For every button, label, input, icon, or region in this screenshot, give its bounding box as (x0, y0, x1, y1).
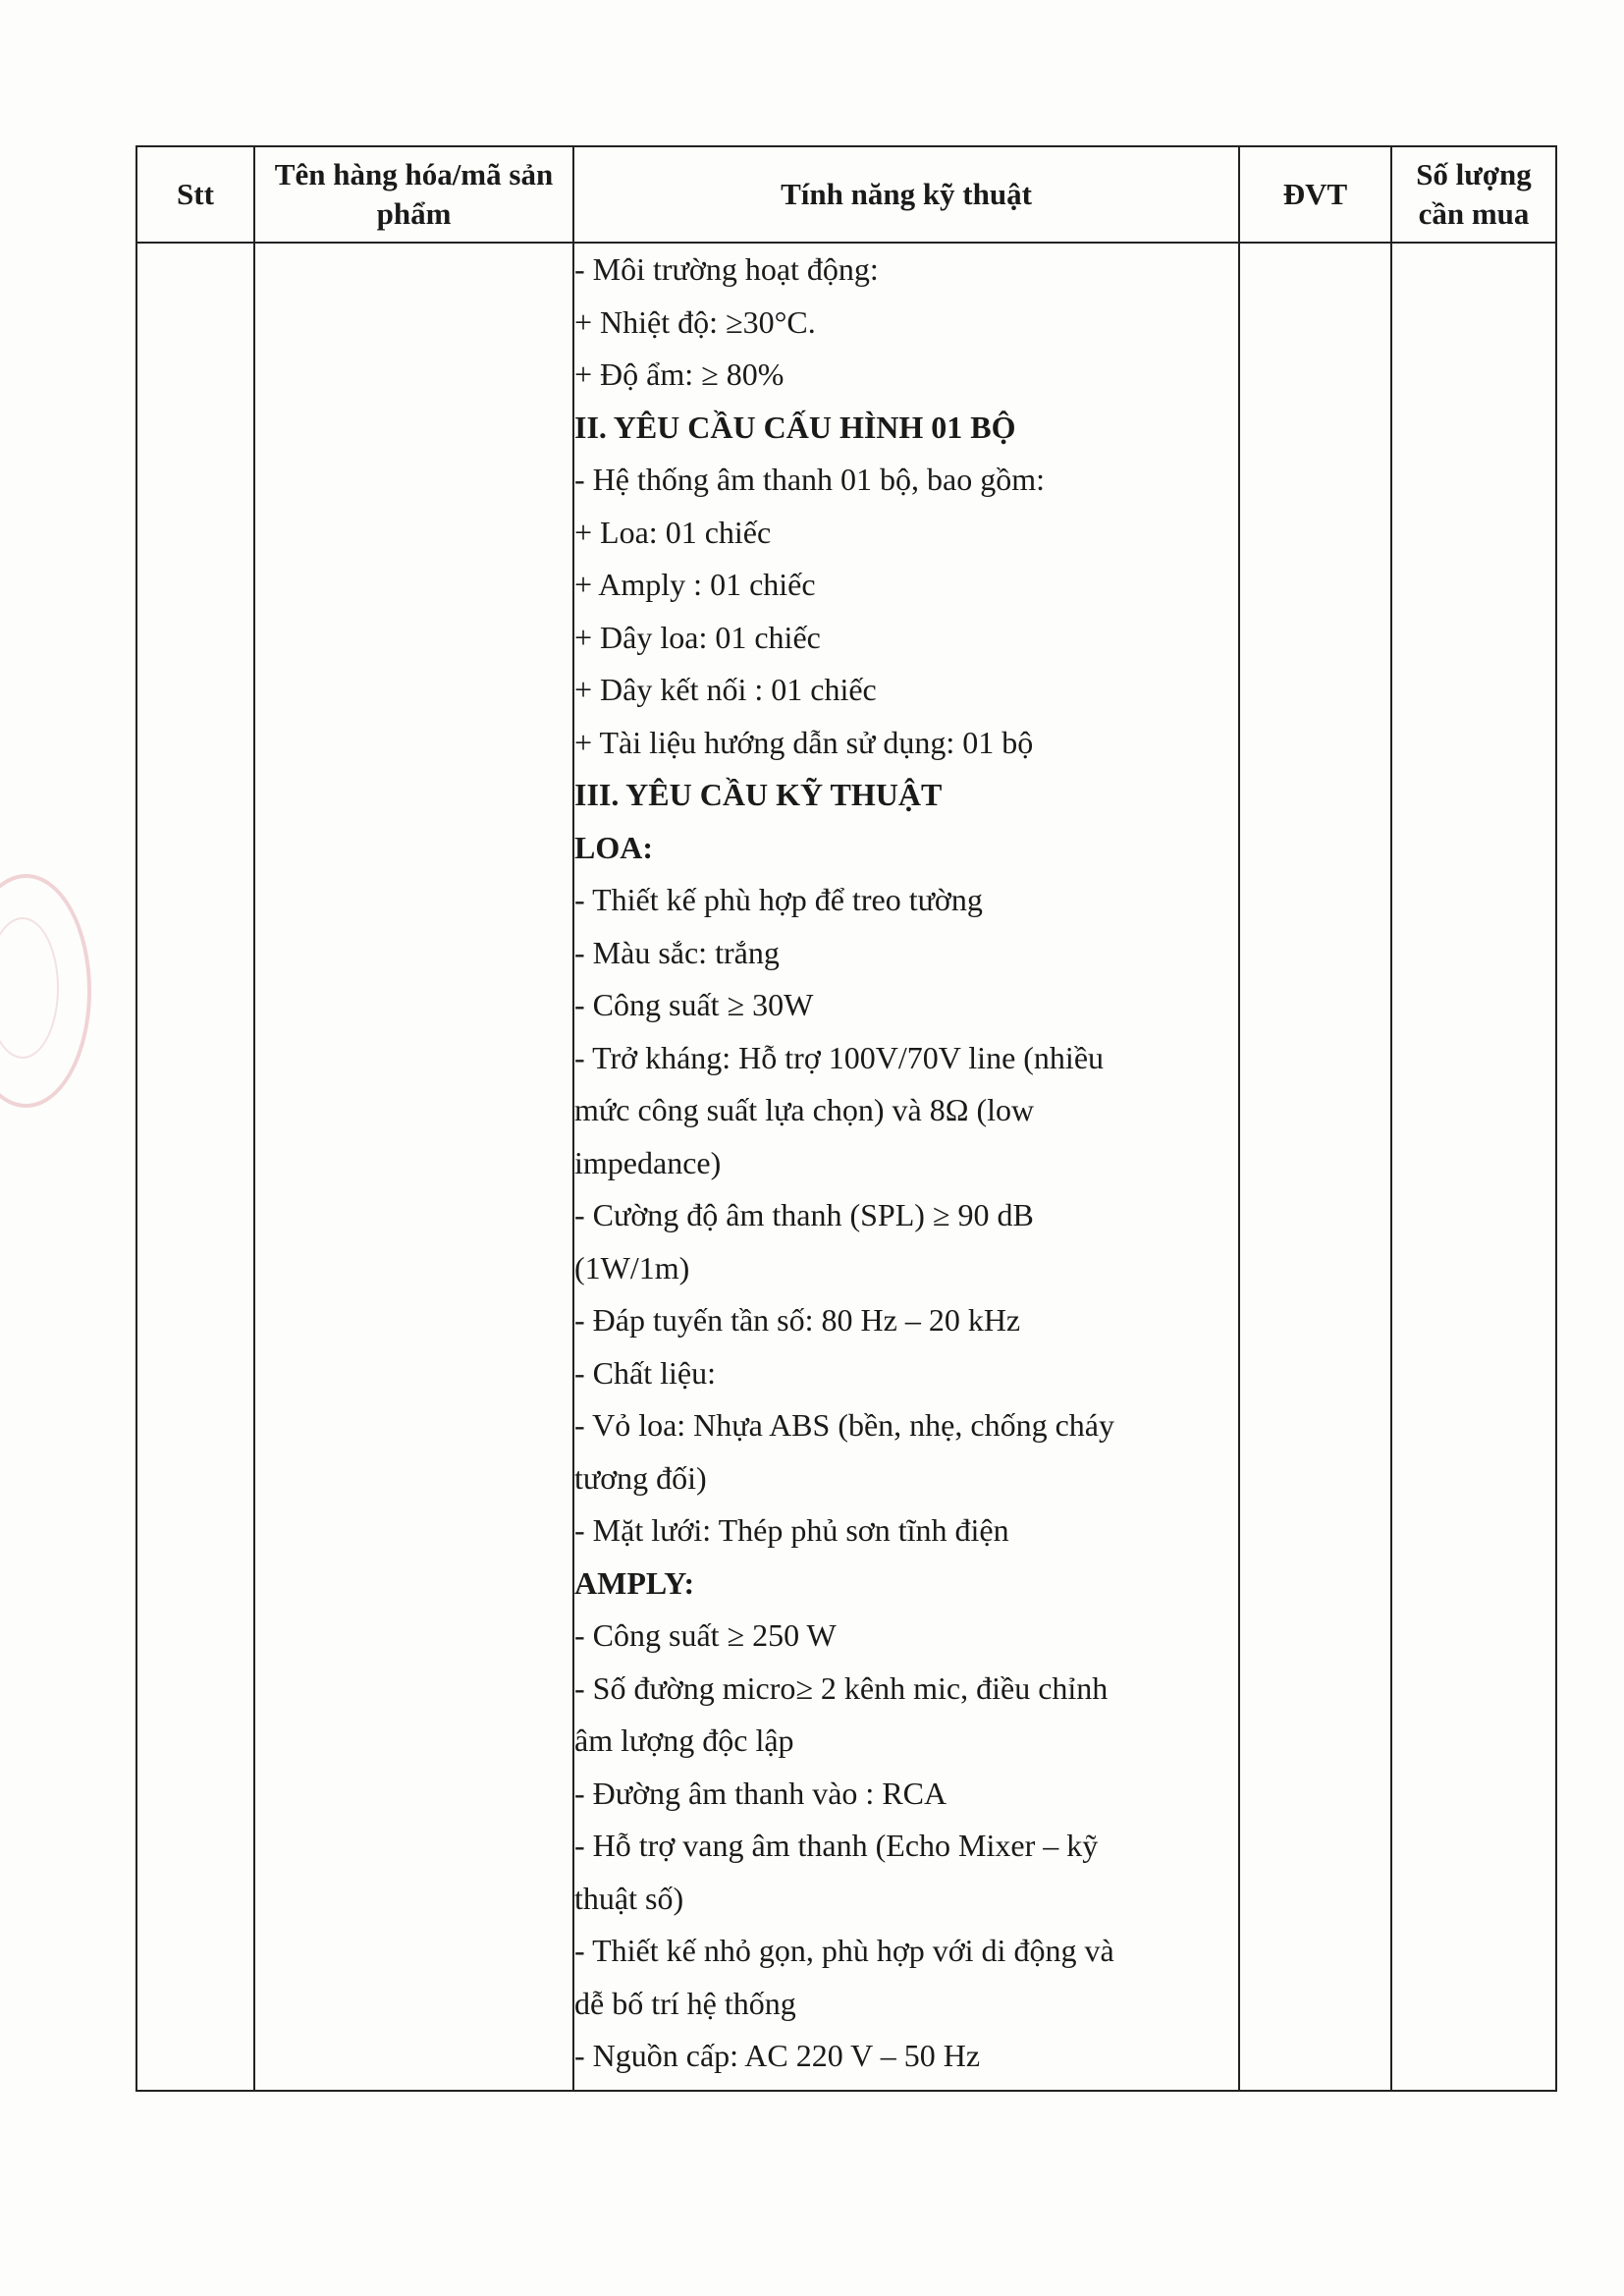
spec-line: - Đáp tuyến tần số: 80 Hz – 20 kHz (574, 1302, 1021, 1338)
spec-line: - Đường âm thanh vào : RCA (574, 1775, 947, 1811)
spec-line: + Độ ẩm: ≥ 80% (574, 356, 785, 392)
spec-section-heading: LOA: (574, 829, 653, 865)
spec-line: + Amply : 01 chiếc (574, 567, 816, 602)
spec-line: - Trở kháng: Hỗ trợ 100V/70V line (nhiều (574, 1039, 1105, 1075)
header-technical-features: Tính năng kỹ thuật (573, 146, 1239, 243)
spec-line: tương đối) (574, 1459, 707, 1496)
spec-line: - Công suất ≥ 30W (574, 987, 814, 1022)
specification-table (135, 145, 1557, 2092)
header-product-name: Tên hàng hóa/mã sản phẩm (254, 146, 573, 243)
spec-line: impedance) (574, 1144, 722, 1180)
spec-line: - Chất liệu: (574, 1354, 716, 1391)
spec-section-heading: II. YÊU CẦU CẤU HÌNH 01 BỘ (574, 409, 1016, 445)
cell-stt (136, 243, 254, 2091)
spec-line: + Dây kết nối : 01 chiếc (574, 672, 877, 707)
spec-line: + Tài liệu hướng dẫn sử dụng: 01 bộ (574, 724, 1034, 760)
spec-line: + Loa: 01 chiếc (574, 514, 772, 550)
spec-line: mức công suất lựa chọn) và 8Ω (low (574, 1092, 1035, 1127)
spec-line: - Thiết kế phù hợp để treo tường (574, 882, 983, 917)
cell-unit (1239, 243, 1391, 2091)
header-quantity: Số lượng cần mua (1391, 146, 1556, 243)
spec-line: - Hệ thống âm thanh 01 bộ, bao gồm: (574, 462, 1046, 497)
cell-quantity (1391, 243, 1556, 2091)
spec-line: - Môi trường hoạt động: (574, 251, 879, 287)
table-header-row (136, 146, 1556, 243)
spec-line: - Mặt lưới: Thép phủ sơn tĩnh điện (574, 1512, 1009, 1548)
spec-line: - Thiết kế nhỏ gọn, phù hợp với di động và (574, 1933, 1114, 1968)
spec-section-heading: AMPLY: (574, 1564, 695, 1601)
spec-line: (1W/1m) (574, 1249, 690, 1285)
spec-line: - Số đường micro≥ 2 kênh mic, điều chỉnh (574, 1669, 1109, 1706)
spec-line: thuật số) (574, 1880, 684, 1916)
spec-line: + Dây loa: 01 chiếc (574, 619, 821, 655)
cell-product-name (254, 243, 573, 2091)
spec-line: - Hỗ trợ vang âm thanh (Echo Mixer – kỹ (574, 1828, 1099, 1863)
header-unit: ĐVT (1239, 146, 1391, 243)
spec-section-heading: III. YÊU CẦU KỸ THUẬT (574, 777, 943, 812)
spec-line: - Vỏ loa: Nhựa ABS (bền, nhẹ, chống cháy (574, 1407, 1114, 1443)
spec-line: âm lượng độc lập (574, 1722, 794, 1758)
spec-line: - Màu sắc: trắng (574, 934, 780, 970)
spec-line: - Nguồn cấp: AC 220 V – 50 Hz (574, 2038, 981, 2073)
table-row (136, 243, 1556, 2091)
spec-line: - Công suất ≥ 250 W (574, 1617, 837, 1653)
cell-technical-features (573, 243, 1239, 2091)
spec-lines-container (574, 244, 1238, 2083)
spec-line: dễ bố trí hệ thống (574, 1985, 796, 2021)
spec-line: + Nhiệt độ: ≥30°C. (574, 303, 816, 340)
header-stt: Stt (136, 146, 254, 243)
spec-line: - Cường độ âm thanh (SPL) ≥ 90 dB (574, 1197, 1034, 1232)
red-stamp-mark (0, 874, 91, 1108)
